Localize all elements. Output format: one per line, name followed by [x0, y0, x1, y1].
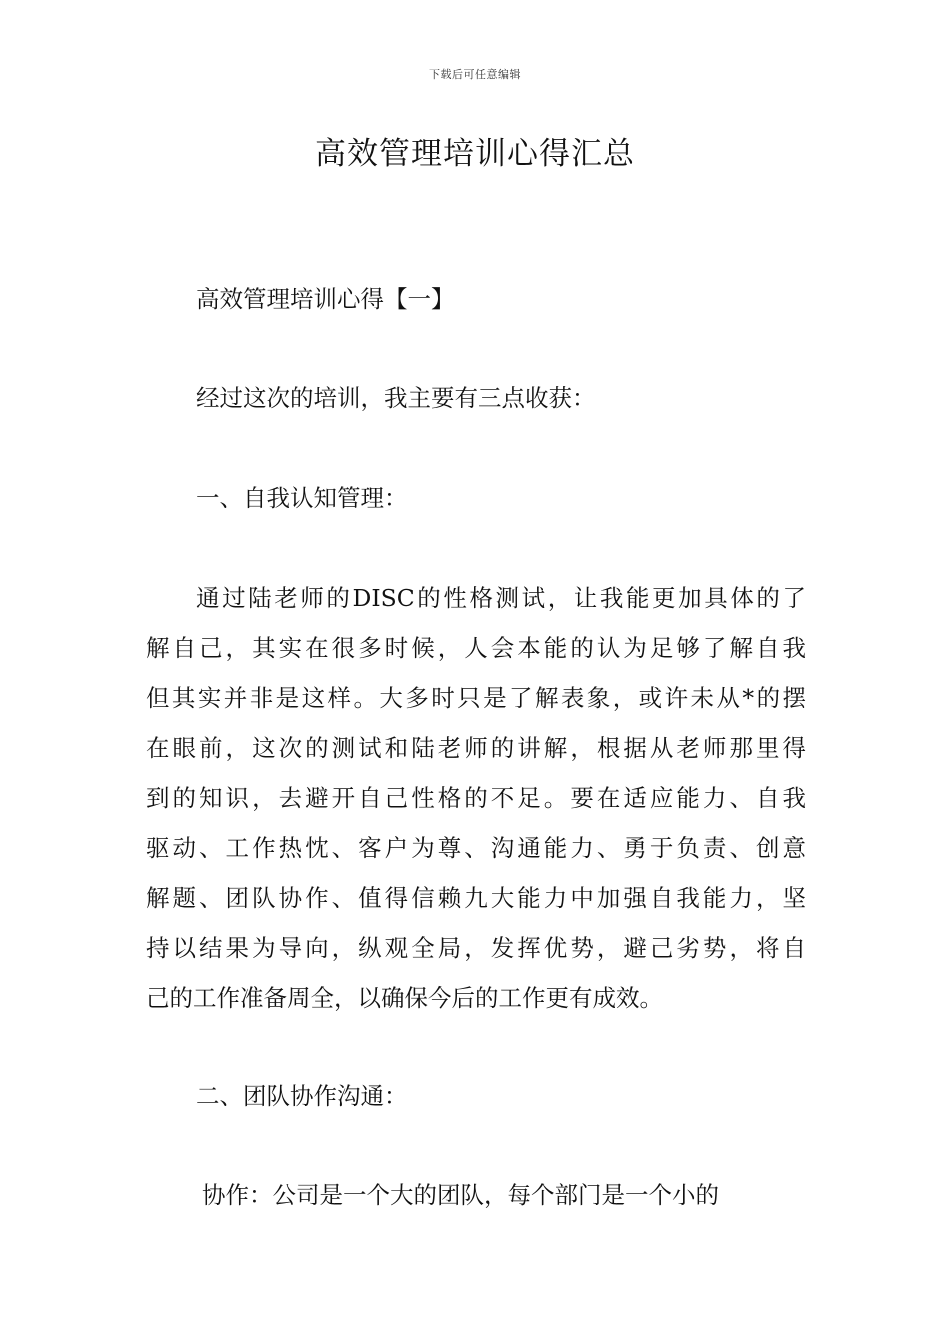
point-one-paragraph	[146, 573, 806, 1023]
paragraph-line: 通过陆老师的DISC的性格测试，让我能更加具体的了	[196, 584, 806, 612]
paragraph-line: 持以结果为导向，纵观全局，发挥优势，避己劣势，将自	[146, 934, 806, 962]
section-heading: 高效管理培训心得【一】	[196, 285, 455, 313]
page-title: 高效管理培训心得汇总	[315, 136, 635, 172]
paragraph-line: 解自己，其实在很多时候，人会本能的认为足够了解自我	[146, 634, 806, 662]
point-two-heading: 二、团队协作沟通：	[196, 1082, 408, 1110]
header-note: 下载后可任意编辑	[429, 68, 521, 81]
point-one-heading: 一、自我认知管理：	[196, 484, 408, 512]
point-two-paragraph-line: 协作：公司是一个大的团队，每个部门是一个小的	[202, 1181, 719, 1209]
intro-paragraph: 经过这次的培训，我主要有三点收获：	[196, 384, 596, 412]
paragraph-line: 驱动、工作热忱、客户为尊、沟通能力、勇于负责、创意	[146, 834, 806, 862]
paragraph-line: 解题、团队协作、值得信赖九大能力中加强自我能力，坚	[146, 884, 806, 912]
paragraph-line: 但其实并非是这样。大多时只是了解表象，或许未从*的摆	[146, 684, 806, 712]
paragraph-line: 在眼前，这次的测试和陆老师的讲解，根据从老师那里得	[146, 734, 806, 762]
paragraph-line: 到的知识，去避开自己性格的不足。要在适应能力、自我	[146, 784, 806, 812]
paragraph-line: 己的工作准备周全，以确保今后的工作更有成效。	[146, 984, 663, 1012]
